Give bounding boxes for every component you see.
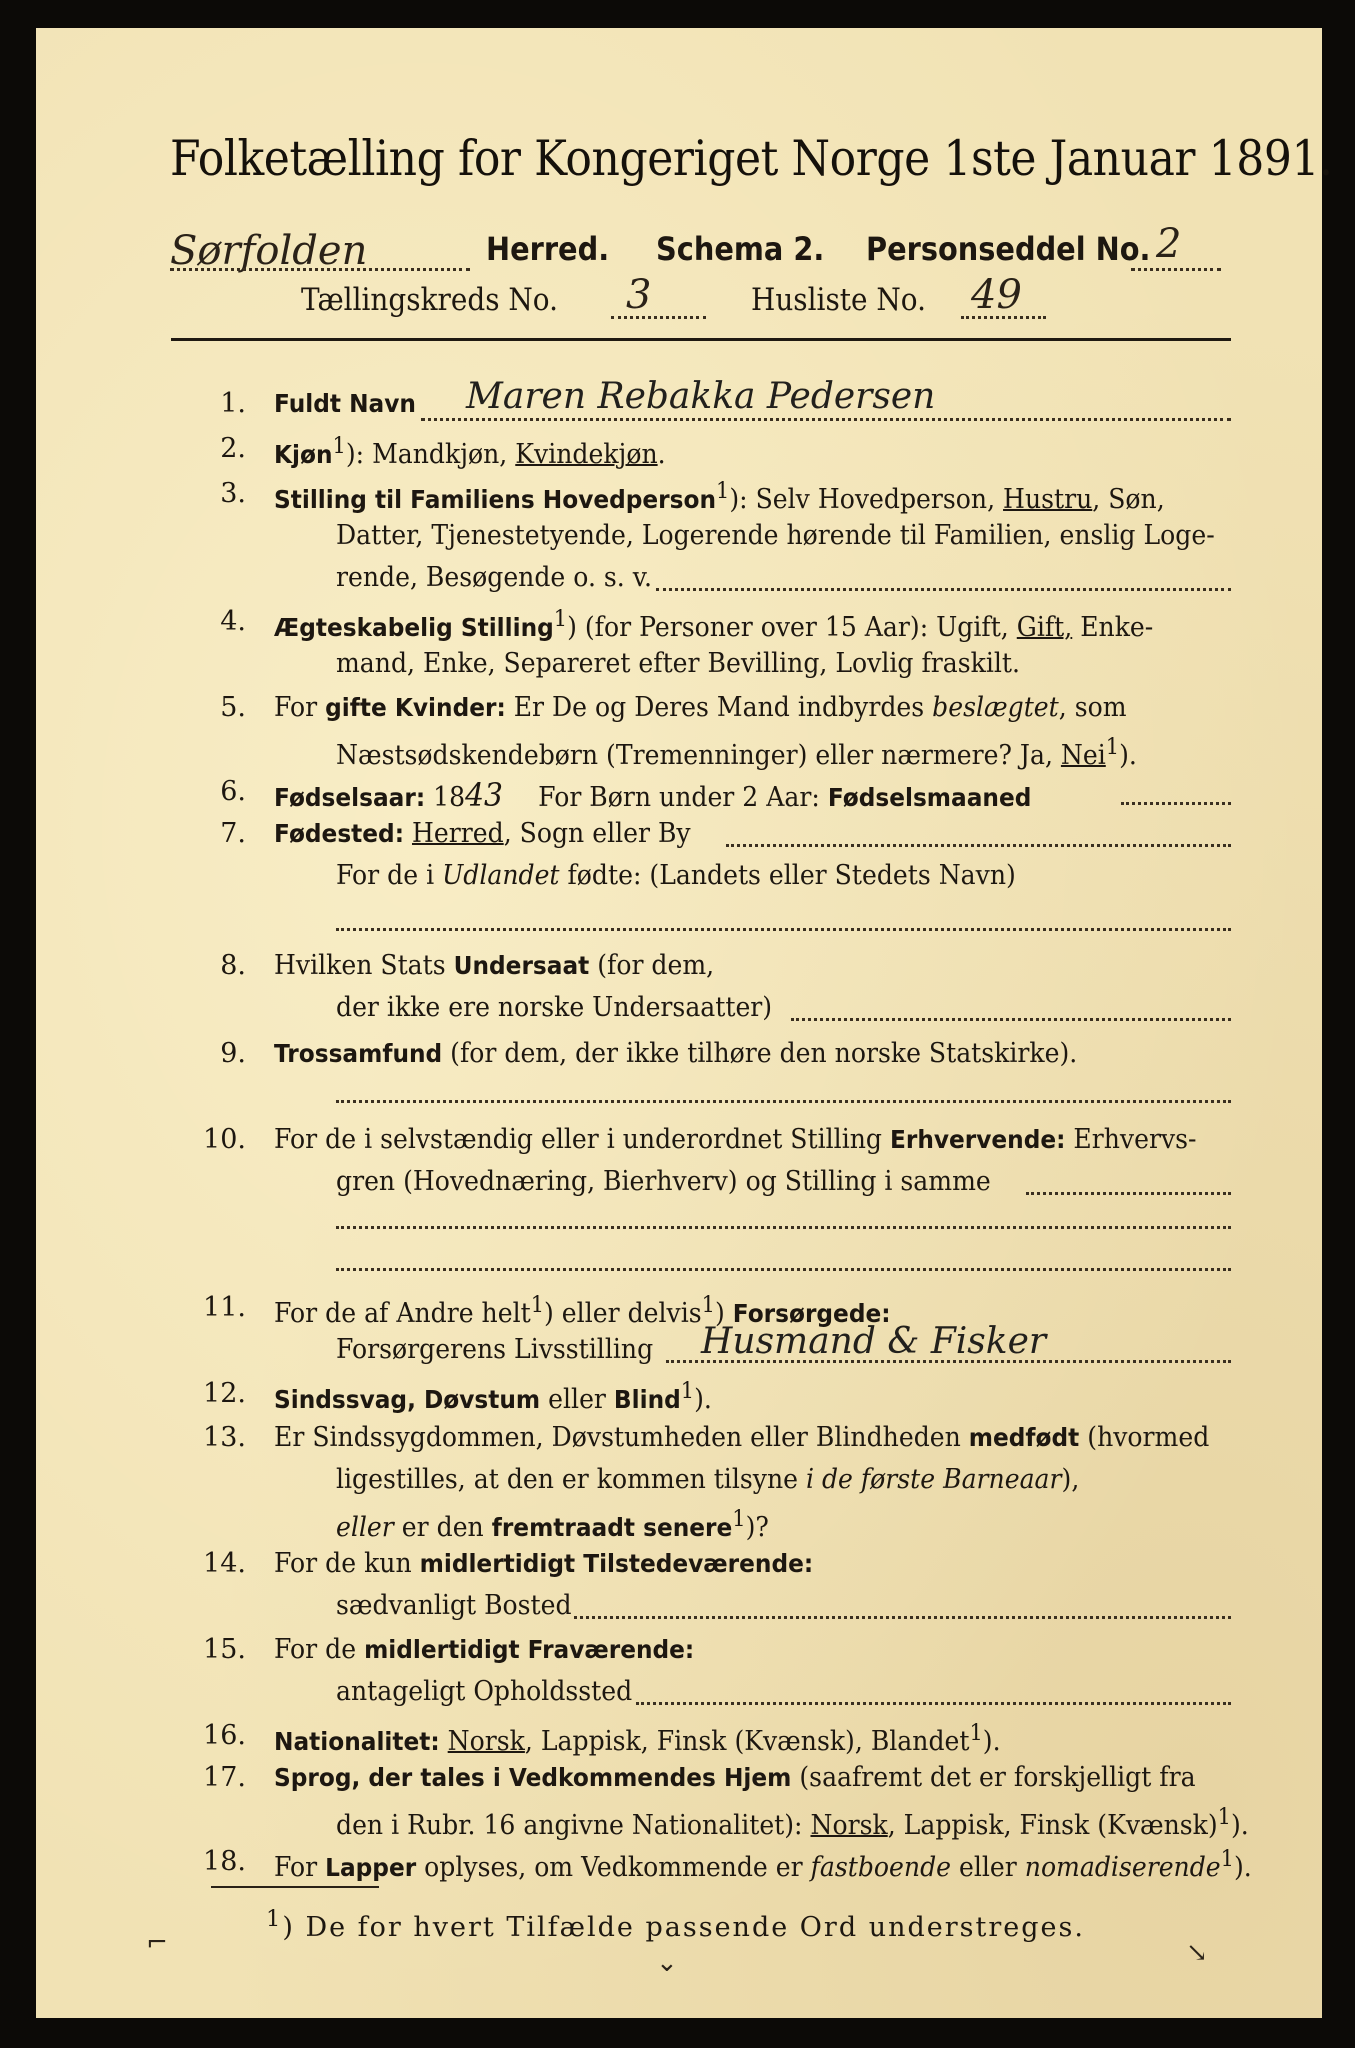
item-12-number: 12. — [203, 1378, 246, 1409]
item-18-sup: 1 — [1220, 1846, 1234, 1872]
item-5-text-c: ). — [1119, 740, 1137, 771]
item-5-number: 5. — [220, 692, 246, 723]
item-5-line — [274, 692, 1127, 723]
item-8-number: 8. — [220, 950, 246, 981]
item-15-number: 15. — [203, 1634, 246, 1665]
item-10-dotted-line-3 — [336, 1268, 1231, 1271]
item-17-sup: 1 — [1217, 1804, 1232, 1830]
item-17-line — [274, 1762, 1196, 1793]
item-4-label: Ægteskabelig Stilling — [274, 613, 554, 642]
item-18-text-a: For — [274, 1852, 326, 1883]
item-11-label: Forsørgede: — [732, 1299, 891, 1328]
item-18-italic: fastboende — [810, 1852, 952, 1883]
item-2-line — [274, 433, 666, 470]
item-12-line — [274, 1378, 712, 1415]
item-9-number: 9. — [220, 1038, 246, 1069]
item-14-label: midlertidigt Tilstedeværende: — [419, 1549, 814, 1578]
corner-mark-icon: ⌐ — [146, 1928, 168, 1958]
item-7-line — [274, 818, 691, 849]
item-13-text-b: (hvormed — [1079, 1422, 1210, 1453]
item-18-text-b: oplyses, om Vedkommende er — [416, 1852, 811, 1883]
item-11-text-b: ) eller delvis — [544, 1298, 702, 1329]
item-14-text-a: For de kun — [274, 1548, 420, 1579]
item-10-number: 10. — [203, 1124, 246, 1155]
item-16-number: 16. — [203, 1720, 246, 1751]
item-1-label: Fuldt Navn — [274, 389, 416, 418]
item-15-text-a: For de — [274, 1634, 365, 1665]
item-13-line3-a: er den — [393, 1512, 492, 1543]
item-13-label: medfødt — [968, 1423, 1080, 1452]
item-11-line2: Forsørgerens Livsstilling — [336, 1334, 654, 1365]
item-13-text-a: Er Sindssygdommen, Døvstumheden eller Blindheden — [274, 1422, 969, 1453]
husliste-dotted-line — [961, 316, 1046, 319]
item-13-line2 — [336, 1464, 1079, 1495]
item-13-line3 — [336, 1506, 769, 1543]
item-17-number: 17. — [203, 1762, 246, 1793]
item-13-sup: 1 — [732, 1506, 746, 1532]
header-rule — [171, 338, 1231, 341]
footnote-text: ) De for hvert Tilfælde passende Ord understreges. — [282, 1912, 1085, 1943]
item-10-dotted-line — [1026, 1192, 1231, 1195]
item-7-line2-b: fødte: (Landets eller Stedets Navn) — [559, 860, 1016, 891]
item-9-dotted-line — [336, 1100, 1231, 1103]
item-13-line3-italic: eller — [336, 1512, 394, 1543]
item-1-line — [274, 388, 416, 419]
item-12-text-b: ). — [694, 1384, 712, 1415]
item-9-label: Trossamfund — [274, 1039, 443, 1068]
item-7-dotted-line-2 — [336, 928, 1231, 931]
item-4-text-b: Enke- — [1072, 612, 1154, 643]
item-13-line — [274, 1422, 1209, 1453]
item-2-text-b: . — [657, 439, 666, 470]
item-7-underlined: Herred — [411, 818, 504, 849]
item-7-line2 — [336, 860, 1016, 891]
item-7-text-a: , Sogn eller By — [503, 818, 691, 849]
husliste-label: Husliste No. — [751, 282, 926, 318]
item-15-line — [274, 1634, 694, 1665]
item-10-label: Erhvervende: — [889, 1125, 1066, 1154]
item-17-line2-a: den i Rubr. 16 angivne Nationalitet): — [336, 1810, 811, 1841]
item-5-text-pre: For — [274, 692, 326, 723]
item-9-text-a: (for dem, der ikke tilhøre den norske Statskirke). — [442, 1038, 1078, 1069]
kreds-label: Tællingskreds No. — [301, 282, 558, 318]
item-17-line2 — [336, 1804, 1249, 1841]
item-11-sup-b: 1 — [701, 1292, 715, 1318]
item-17-label: Sprog, der tales i Vedkommendes Hjem — [274, 1763, 792, 1792]
item-15-line2: antageligt Opholdssted — [336, 1676, 633, 1707]
personseddel-label: Personseddel No. — [866, 230, 1151, 268]
item-14-dotted-line — [574, 1616, 1231, 1619]
item-5-text-a: Er De og Deres Mand indbyrdes — [505, 692, 933, 723]
item-12-text-a: eller — [540, 1384, 614, 1415]
item-10-line — [274, 1124, 1197, 1155]
item-7-line2-a: For de i — [336, 860, 443, 891]
item-6-label2: Fødselsmaaned — [827, 783, 1032, 812]
item-18-number: 18. — [203, 1846, 246, 1877]
item-6-text-b: For Børn under 2 Aar: — [530, 782, 828, 813]
item-3-line2: Datter, Tjenestetyende, Logerende hørende til Familien, enslig Loge- — [336, 520, 1215, 551]
item-8-label: Undersaat — [453, 951, 590, 980]
form-title: Folketælling for Kongeriget Norge 1ste Januar 1891. — [170, 130, 1333, 187]
item-3-text-a: ): Selv Hovedperson, — [729, 484, 1004, 515]
item-2-text-a: ): Mandkjøn, — [345, 439, 516, 470]
item-14-line — [274, 1548, 813, 1579]
item-3-number: 3. — [220, 478, 246, 509]
item-3-label: Stilling til Familiens Hovedperson — [274, 485, 717, 514]
item-3-sup: 1 — [716, 478, 730, 504]
item-1-dotted-line — [421, 418, 1231, 421]
item-11-number: 11. — [203, 1292, 246, 1323]
item-13-number: 13. — [203, 1422, 246, 1453]
item-7-dotted-line — [726, 844, 1231, 847]
item-5-underlined: Nei — [1060, 740, 1106, 771]
kreds-value: 3 — [626, 272, 652, 318]
item-15-label: midlertidigt Fraværende: — [364, 1635, 695, 1664]
item-7-label: Fødested: — [274, 819, 404, 848]
item-18-italic2: nomadiserende — [1024, 1852, 1221, 1883]
item-18-text-d: ). — [1233, 1852, 1252, 1883]
item-17-line2-b: , Lappisk, Finsk (Kvænsk) — [887, 1810, 1218, 1841]
item-3-underlined: Hustru — [1003, 484, 1093, 515]
item-4-text-a: ) (for Personer over 15 Aar): Ugift, — [567, 612, 1017, 643]
item-12-label2: Blind — [613, 1385, 681, 1414]
item-17-underlined: Norsk — [810, 1810, 888, 1841]
item-18-label: Lapper — [325, 1853, 417, 1882]
item-6-value: 43 — [465, 776, 503, 814]
item-16-text-b: ). — [982, 1726, 1001, 1757]
herred-dotted-line — [170, 268, 470, 271]
corner-mark-icon-right: ↘ — [1186, 1938, 1208, 1968]
item-5-label: gifte Kvinder: — [325, 693, 506, 722]
item-10-text-b: Erhvervs- — [1065, 1124, 1197, 1155]
bottom-mark-icon: ⌄ — [656, 1948, 678, 1978]
item-4-number: 4. — [220, 606, 246, 637]
item-5-line2 — [336, 734, 1137, 771]
item-9-line — [274, 1038, 1077, 1069]
item-14-number: 14. — [203, 1548, 246, 1579]
item-10-text-a: For de i selvstændig eller i underordnet Stilling — [274, 1124, 890, 1155]
item-7-line2-italic: Udlandet — [442, 860, 560, 891]
item-13-line3-b: )? — [745, 1512, 769, 1543]
item-11-sup-a: 1 — [530, 1292, 545, 1318]
item-5-text-b: , som — [1058, 692, 1127, 723]
kreds-dotted-line — [611, 316, 706, 319]
item-2-number: 2. — [220, 433, 246, 464]
item-3-line — [274, 478, 1165, 515]
item-3-dotted-line — [656, 588, 1231, 591]
item-5-sup: 1 — [1105, 734, 1120, 760]
personseddel-dotted-line — [1131, 268, 1221, 271]
item-13-line2-b: ), — [1061, 1464, 1080, 1495]
item-12-sup: 1 — [680, 1378, 695, 1404]
footnote — [266, 1906, 1085, 1943]
item-6-label: Fødselsaar: — [274, 783, 426, 812]
item-13-line2-a: ligestilles, at den er kommen tilsyne — [336, 1464, 806, 1495]
item-8-text-a: Hvilken Stats — [274, 950, 454, 981]
item-16-sup: 1 — [969, 1720, 983, 1746]
item-12-label: Sindssvag, Døvstum — [274, 1385, 541, 1414]
item-5-italic: beslægtet — [932, 692, 1059, 723]
item-1-value: Maren Rebakka Pedersen — [466, 376, 936, 417]
item-6-text-a: 18 — [425, 782, 466, 813]
census-form — [36, 28, 1333, 2018]
item-13-label2: fremtraadt senere — [491, 1513, 733, 1542]
item-10-line2: gren (Hovednæring, Bierhverv) og Stilling i samme — [336, 1166, 991, 1197]
item-2-label: Kjøn — [274, 440, 333, 469]
item-8-text-b: (for dem, — [589, 950, 715, 981]
item-6-dotted-line — [1121, 802, 1231, 805]
item-1-number: 1. — [220, 388, 246, 419]
item-11-text-a: For de af Andre helt — [274, 1298, 531, 1329]
herred-label: Herred. — [486, 230, 610, 268]
item-8-line2: der ikke ere norske Undersaatter) — [336, 992, 773, 1023]
item-10-dotted-line-2 — [336, 1226, 1231, 1229]
item-13-line2-italic: i de første Barneaar — [805, 1464, 1062, 1495]
item-4-line — [274, 606, 1153, 643]
item-4-underlined: Gift, — [1016, 612, 1073, 643]
item-18-text-c: eller — [951, 1852, 1025, 1883]
item-6-number: 6. — [220, 776, 246, 807]
footnote-sup: 1 — [266, 1906, 283, 1932]
item-11-value: Husmand & Fisker — [701, 1321, 1047, 1362]
husliste-value: 49 — [971, 272, 1022, 318]
item-17-text-a: (saafremt det er forskjelligt fra — [791, 1762, 1196, 1793]
item-4-line2: mand, Enke, Separeret efter Bevilling, Lovlig fraskilt. — [336, 648, 1020, 679]
item-17-line2-c: ). — [1231, 1810, 1249, 1841]
item-18-line — [274, 1846, 1252, 1883]
item-16-line — [274, 1720, 1001, 1757]
item-11-line: For de af Andre helt$^1$) eller delvis$^1$) Forsørgede: — [274, 1292, 891, 1329]
item-6-line — [274, 776, 1031, 814]
item-8-line — [274, 950, 714, 981]
footnote-rule — [211, 1886, 379, 1888]
item-14-line2: sædvanligt Bosted — [336, 1590, 572, 1621]
item-15-dotted-line — [636, 1702, 1231, 1705]
item-2-underlined: Kvindekjøn — [515, 439, 658, 470]
item-16-underlined: Norsk — [447, 1726, 525, 1757]
item-3-text-b: , Søn, — [1092, 484, 1165, 515]
item-4-sup: 1 — [553, 606, 568, 632]
item-5-line2-text: Næstsødskendebørn (Tremenninger) eller nærmere? Ja, — [336, 740, 1061, 771]
item-3-line3: rende, Besøgende o. s. v. — [336, 562, 652, 593]
item-7-number: 7. — [220, 818, 246, 849]
item-2-sup: 1 — [332, 433, 346, 459]
schema-label: Schema 2. — [656, 230, 825, 268]
personseddel-value: 2 — [1156, 221, 1182, 267]
item-8-dotted-line — [791, 1018, 1231, 1021]
herred-value: Sørfolden — [170, 228, 368, 274]
item-16-text-a: , Lappisk, Finsk (Kvænsk), Blandet — [524, 1726, 970, 1757]
item-16-label: Nationalitet: — [274, 1727, 440, 1756]
